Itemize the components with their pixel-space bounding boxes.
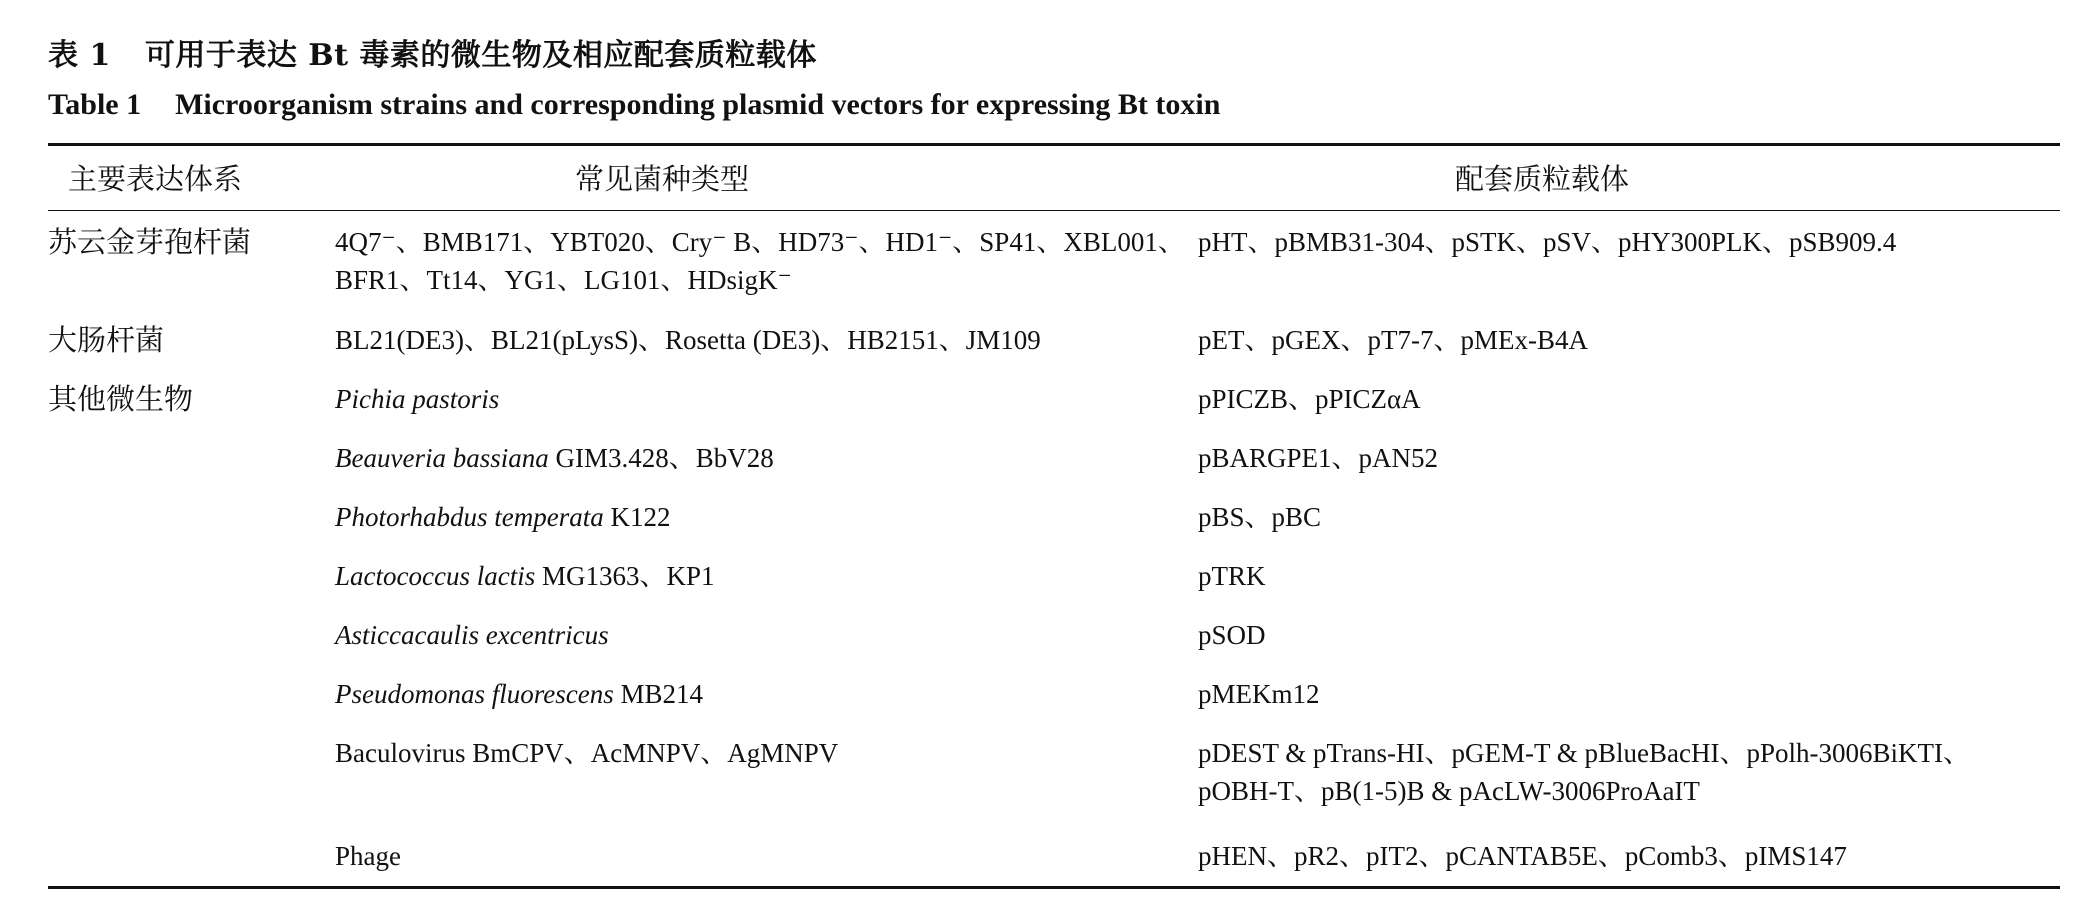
strain-line bbox=[335, 439, 1165, 477]
cell-vectors bbox=[1198, 498, 2058, 536]
cell-strains bbox=[335, 439, 1165, 477]
header-system: 主要表达体系 bbox=[68, 162, 243, 196]
species-name: Photorhabdus temperata bbox=[335, 502, 604, 532]
cell-vectors bbox=[1198, 734, 2058, 810]
cell-strains bbox=[335, 837, 1165, 875]
strain-line bbox=[335, 557, 1165, 595]
strain-names: GIM3.428、BbV28 bbox=[548, 443, 774, 473]
strain-line bbox=[335, 321, 1165, 359]
caption-en-label: Table 1 bbox=[48, 88, 142, 121]
vector-line: pET、pGEX、pT7-7、pMEx-B4A bbox=[1198, 325, 1588, 355]
strain-names: Phage bbox=[335, 841, 401, 871]
cell-strains bbox=[335, 557, 1165, 595]
vector-line: pHT、pBMB31-304、pSTK、pSV、pHY300PLK、pSB909.4 bbox=[1198, 227, 1897, 257]
cell-strains bbox=[335, 321, 1165, 359]
vector-line: pTRK bbox=[1198, 561, 1266, 591]
strain-names: MB214 bbox=[613, 679, 703, 709]
strain-names: 4Q7⁻、BMB171、YBT020、Cry⁻ B、HD73⁻、HD1⁻、SP41、XBL001、 bbox=[335, 227, 1185, 257]
cell-expression-system: 大肠杆菌 bbox=[48, 323, 165, 357]
vector-line: pBS、pBC bbox=[1198, 502, 1322, 532]
cell-expression-system: 苏云金芽孢杆菌 bbox=[48, 225, 252, 259]
cell-vectors bbox=[1198, 380, 2058, 418]
cell-expression-system: 其他微生物 bbox=[48, 382, 194, 416]
strain-line bbox=[335, 616, 1165, 654]
strain-names: K122 bbox=[603, 502, 671, 532]
caption-cn-label: 表 1 bbox=[48, 38, 111, 73]
vector-line: pHEN、pR2、pIT2、pCANTAB5E、pComb3、pIMS147 bbox=[1198, 841, 1847, 871]
vector-line: pBARGPE1、pAN52 bbox=[1198, 443, 1439, 473]
vector-line: pOBH-T、pB(1-5)B & pAcLW-3006ProAaIT bbox=[1198, 776, 1700, 806]
cell-vectors bbox=[1198, 837, 2058, 875]
species-name: Pichia pastoris bbox=[335, 384, 500, 414]
vector-line: pDEST & pTrans-HI、pGEM-T & pBlueBacHI、pPolh-3006BiKTI、 bbox=[1198, 738, 1970, 768]
species-name: Asticcacaulis excentricus bbox=[335, 620, 609, 650]
cell-vectors bbox=[1198, 321, 2058, 359]
header-strains: 常见菌种类型 bbox=[575, 162, 750, 196]
strain-names: BL21(DE3)、BL21(pLysS)、Rosetta (DE3)、HB2151、JM109 bbox=[335, 325, 1041, 355]
caption-en-title: Microorganism strains and corresponding plasmid vectors for expressing Bt toxin bbox=[175, 88, 1221, 121]
vector-line: pMEKm12 bbox=[1198, 679, 1320, 709]
cell-strains bbox=[335, 223, 1185, 299]
cell-vectors bbox=[1198, 223, 2058, 261]
strain-line bbox=[335, 380, 1165, 418]
vector-line: pPICZB、pPICZαA bbox=[1198, 384, 1421, 414]
strain-line bbox=[335, 223, 1185, 261]
strain-names: Baculovirus BmCPV、AcMNPV、AgMNPV bbox=[335, 738, 839, 768]
cell-vectors bbox=[1198, 616, 2058, 654]
strain-line bbox=[335, 261, 1165, 299]
cell-strains bbox=[335, 498, 1165, 536]
strain-line bbox=[335, 675, 1165, 713]
table-header-rule bbox=[48, 210, 2060, 211]
strain-line bbox=[335, 837, 1165, 875]
cell-strains bbox=[335, 380, 1165, 418]
caption-chinese bbox=[48, 30, 817, 74]
strain-names: MG1363、KP1 bbox=[535, 561, 715, 591]
strain-line bbox=[335, 498, 1165, 536]
cell-vectors bbox=[1198, 439, 2058, 477]
cell-vectors bbox=[1198, 675, 2058, 713]
strain-line bbox=[335, 734, 1165, 772]
caption-cn-title: 可用于表达 Bt 毒素的微生物及相应配套质粒载体 bbox=[144, 38, 817, 73]
strain-names: BFR1、Tt14、YG1、LG101、HDsigK⁻ bbox=[335, 265, 792, 295]
cell-vectors bbox=[1198, 557, 2058, 595]
vector-line: pSOD bbox=[1198, 620, 1266, 650]
cell-strains bbox=[335, 675, 1165, 713]
species-name: Lactococcus lactis bbox=[335, 561, 536, 591]
cell-strains bbox=[335, 734, 1165, 772]
header-vectors: 配套质粒载体 bbox=[1455, 162, 1630, 196]
cell-strains bbox=[335, 616, 1165, 654]
species-name: Beauveria bassiana bbox=[335, 443, 549, 473]
table-top-rule bbox=[48, 143, 2060, 146]
species-name: Pseudomonas fluorescens bbox=[335, 679, 614, 709]
table-bottom-rule bbox=[48, 886, 2060, 889]
caption-english bbox=[48, 88, 1220, 122]
